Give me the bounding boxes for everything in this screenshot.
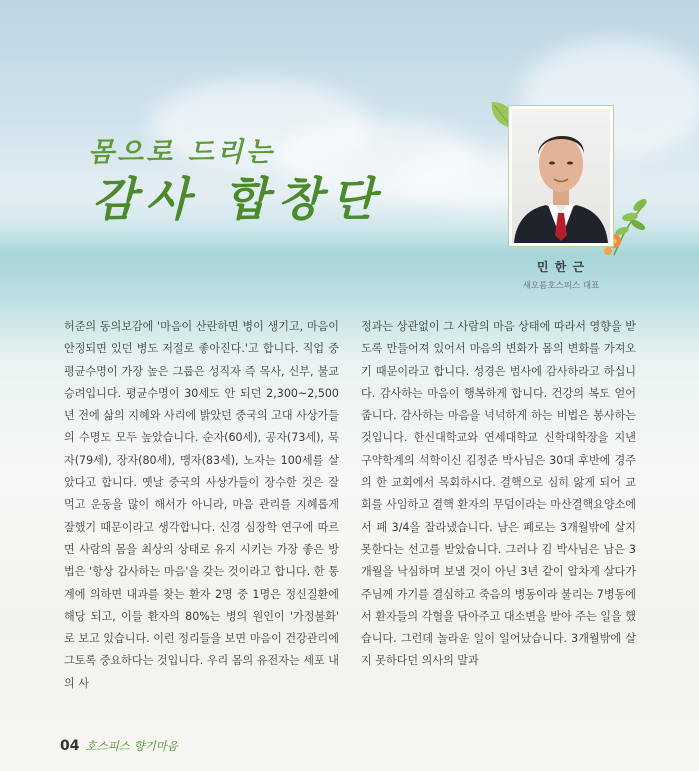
author-role: 새오름호스피스 대표 [522, 281, 600, 291]
title-subtitle: 몸으로 드리는 [88, 137, 275, 168]
author-photo [508, 105, 614, 247]
article-column-right: 정과는 상관없이 그 사람의 마음 상태에 따라서 영향을 받도록 만들어져 있어서 마음의 변화가 몸의 변화를 가져오기 때문이라고 합니다. 성경은 범사에 감사하라고 하십니다. 감사하는 마음이 행복하게 합니다. 건강의 복도 얻어줍니다. 감사하는 마음을 넉넉하게 하는 비법은 봉사하는 것입니다. 한신대학교와 연세대학교 신학대학장을 지낸 구약학계의 석학이신 김정준 박사님은 30대 후반에 경주의 한 교회에서 목회하시다. 결핵으로 심히 앓게 되어 교회를 사임하고 결핵 환자의 무덤이라는 마산결핵요양소에서 폐 3/4을 잘라냈습니다. 남은 폐로는 3개월밖에 살지 못한다는 선고를 받았습니다. 그러나 김 박사님은 남은 3개월을 낙심하며 보낼 것이 아닌 3년 같이 알차게 살다가 주님께 가기를 결심하고 죽음의 병동이라 불리는 7병동에서 환자들의 각혈을 닦아주고 대소변을 받아 주는 일을 했습니다. 그런데 놀라운 일이 일어났습니다. 3개월밖에 살지 못하다던 의사의 말과 [361, 320, 636, 668]
page-number: 04 [60, 738, 80, 754]
page-title: 감사 합창단 [92, 172, 385, 226]
portrait-image [512, 109, 610, 243]
article-column-left: 허준의 동의보감에 '마음이 산란하면 병이 생기고, 마음이 안정되면 있던 병도 저절로 좋아진다.'고 합니다. 직업 중 평균수명이 가장 높은 그룹은 성직자 즉 목사, 신부, 불교 승려입니다. 평균수명이 30세도 안 되던 2,300~2,500년 전에 삶의 지혜와 사리에 밝았던 중국의 고대 사상가들의 수명도 모두 높았습니다. 순자(60세), 공자(73세), 묵자(79세), 장자(80세), 맹자(83세), 노자는 100세를 살았다고 합니다. 옛날 중국의 사상가들이 장수한 것은 잘 먹고 운동을 많이 해서가 아니라, 마음 관리를 지혜롭게 잘했기 때문이라고 생각합니다. 신경 심장학 연구에 따르면 사람의 몸을 최상의 상태로 유지 시키는 가장 좋은 방법은 '항상 감사하는 마음'을 갖는 것이라고 합니다. 한 통계에 의하면 내과를 찾는 환자 2명 중 1명은 정신질환에 해당 되고, 이들 환자의 80%는 병의 원인이 '가정불화' 로 보고 있습니다. 이런 정리들을 보면 마음이 건강관리에 그토록 중요하다는 것입니다. 우리 몸의 유전자는 세포 내의 사 [64, 320, 339, 690]
page-footer [60, 738, 178, 754]
author-name: 민 한 근 [536, 260, 586, 274]
publication-name: 호스피스 향기마음 [85, 739, 179, 753]
